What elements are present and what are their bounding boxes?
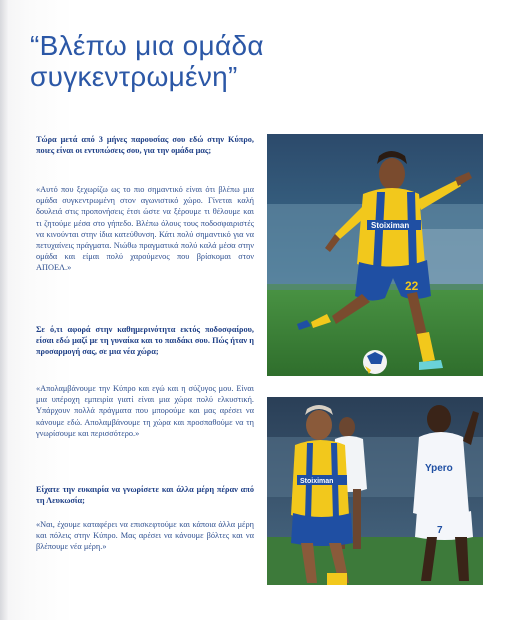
players-duel-photo [267, 397, 483, 585]
question-1: Τώρα μετά από 3 μήνες παρουσίας σου εδώ στην Κύπρο, ποιες είναι οι εντυπώσεις σου, για την ομάδα μας; [36, 135, 254, 156]
article-title [30, 30, 370, 92]
question-2: Σε ό,τι αφορά στην καθημερινότητα εκτός ποδοσφαίρου, είσαι εδώ μαζί με τη γυναίκα και το παιδάκι σου. Πώς ήταν η προσαρμογή σας, σε μια νέα χώρα; [36, 325, 254, 357]
answer-3: «Ναι, έχουμε καταφέρει να επισκεφτούμε και κάποια άλλα μέρη και πόλεις στην Κύπρο. Μας αρέσει να κάνουμε βόλτες και να βλέπουμε νέα μέρη.» [36, 520, 254, 552]
question-3: Είχατε την ευκαιρία να γνωρίσετε και άλλα μέρη πέραν από τη Λευκωσία; [36, 485, 254, 506]
title-line-2: συγκεντρωμένη” [30, 61, 238, 92]
opponent-sponsor-text: Ypero [425, 463, 453, 474]
player-kicking-illustration [267, 134, 483, 376]
title-line-1: “Βλέπω μια ομάδα [30, 30, 264, 61]
answer-2: «Απολαμβάνουμε την Κύπρο και εγώ και η σύζυγος μου. Είναι μια υπέροχη εμπειρία γιατί είναι μια χώρα πολύ ελκυστική. Υπάρχουν πολλά πράγματα που μπορούμε και μας αρέσει να κάνουμε εδώ. Απολαμβάνουμε τη χώρα και προσπαθούμε να τη γνωρίσουμε και περισσότερο.» [36, 384, 254, 438]
player-sponsor-text: Stoiximan [300, 478, 334, 485]
players-duel-illustration [267, 397, 483, 585]
opponent-number-text: 7 [437, 525, 443, 536]
answer-1: «Αυτό που ξεχωρίζω ως το πιο σημαντικό είναι ότι βλέπω μια ομάδα συγκεντρωμένη στον αγωνιστικό χώρο. Γίνεται καλή δουλειά στις προπονήσεις έτσι ώστε να ξέρουμε τι θέλουμε και τι ζητούμε μέσα στο γήπεδο. Βλέπω όλους τους ποδοσφαιριστές να κινούνται στην ίδια κατεύθυνση. Κάτι πολύ σημαντικό για να πετυχαίνεις πράγματα. Νιώθω πραγματικά πολύ καλά μέσα στην ομάδα και είμαι πολύ χαρούμενος που βρίσκομαι στον ΑΠΟΕΛ.» [36, 185, 254, 273]
shirt-number-text: 22 [405, 279, 419, 293]
player-kicking-photo [267, 134, 483, 376]
shirt-sponsor-text: Stoiximan [371, 221, 410, 230]
page-fold-shadow [0, 0, 8, 620]
